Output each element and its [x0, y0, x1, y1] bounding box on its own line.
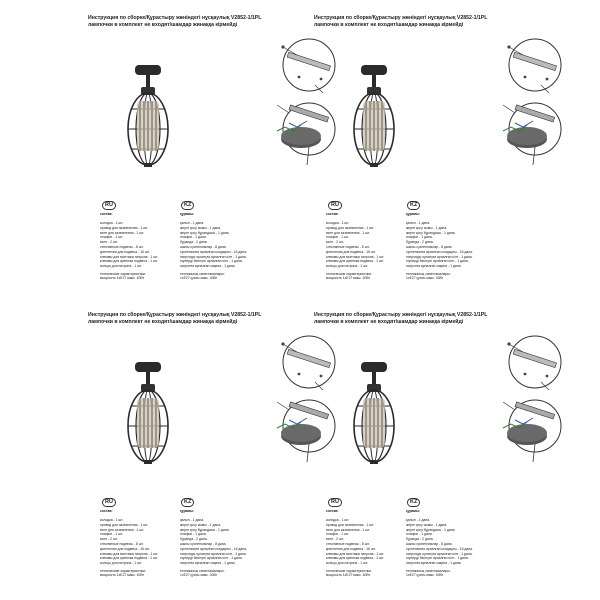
composition-item: патронға арналған сақина - 1 дана.	[406, 264, 462, 269]
composition-item: патронға арналған сақина - 1 дана.	[406, 561, 462, 566]
panel-header	[88, 312, 348, 326]
header-subtitle: лампочки в комплект не входят/шамдар жинаққа кірмейді	[88, 22, 238, 28]
kz-language-badge: KZ	[181, 498, 194, 507]
composition-item: винт - 2 шт.	[100, 240, 118, 245]
composition-item: патронды орнатуға арналған кілт - 1 дана.	[406, 551, 473, 556]
ru-tech-title: технические характеристики:	[100, 568, 146, 573]
composition-item: бұранда - 2 дана.	[406, 240, 434, 245]
ru-composition	[326, 509, 384, 578]
composition-item: кольцо для патрона - 1 шт.	[100, 264, 142, 269]
composition-item: жерге қосу бұрандасы - 1 дана.	[180, 527, 230, 532]
composition-item: шыны суспензиялар - 8 дана.	[406, 541, 453, 546]
composition-item: патронға арналған сақина - 1 дана.	[180, 561, 236, 566]
kz-composition-title: құрамы:	[180, 212, 195, 216]
kz-items	[180, 221, 247, 269]
instruction-panel	[88, 312, 348, 592]
kz-tech-title: техникалық сипаттамалары:	[180, 271, 225, 276]
composition-item: жерге қосу бұрандасы - 1 дана.	[406, 527, 456, 532]
header-subtitle: лампочки в комплект не входят/шамдар жинаққа кірмейді	[314, 319, 464, 325]
composition-item: провод для заземления - 1 шт.	[100, 225, 149, 230]
ru-composition	[326, 212, 384, 281]
composition-item: стеклянные подвесы - 8 шт.	[100, 244, 144, 249]
composition-item: патронды орнатуға арналған кілт - 1 дана.	[180, 254, 247, 259]
ceiling-lamp-illustration-icon	[350, 63, 398, 183]
header-title: Инструкция по сборке/Құрастыру жөніндегі нұсқаулық V2852-1/1PL	[314, 15, 488, 21]
ru-language-badge: RU	[328, 201, 342, 210]
ru-tech-value: мощность 1хE27 макс. 40Вт	[100, 573, 145, 578]
composition-item: крепления для подвеса - 16 шт.	[326, 546, 376, 551]
composition-item: плафон - 1 дана.	[406, 235, 433, 240]
composition-item: крепления для подвеса - 16 шт.	[326, 249, 376, 254]
kz-tech-title: техникалық сипаттамалары:	[406, 271, 451, 276]
composition-item: винт - 2 шт.	[326, 537, 344, 542]
composition-item: провод для заземления - 1 шт.	[326, 522, 375, 527]
composition-item: бұранда - 2 дана.	[180, 537, 208, 542]
composition-item: винт для заземления - 1 шт.	[326, 527, 371, 532]
kz-language-badge: KZ	[407, 201, 420, 210]
ceiling-lamp-illustration-icon	[124, 63, 172, 183]
ceiling-lamp-illustration-icon	[350, 360, 398, 480]
composition-item: қалып - 1 дана.	[180, 517, 205, 522]
kz-tech-value: 1хЕ27 қуаты макс. 40Вт	[180, 276, 218, 281]
header-title: Инструкция по сборке/Құрастыру жөніндегі нұсқаулық V2852-1/1PL	[314, 312, 488, 318]
kz-composition	[406, 212, 473, 281]
kz-items	[180, 518, 247, 566]
panel-header	[88, 15, 348, 29]
composition-item: жерге қосу сымы - 1 дана.	[406, 522, 448, 527]
kz-items	[406, 221, 473, 269]
kz-tech-value: 1хЕ27 қуаты макс. 40Вт	[406, 276, 444, 281]
composition-item: қалып - 1 дана.	[180, 220, 205, 225]
composition-item: плафон - 1 дана.	[180, 235, 207, 240]
kz-tech-value: 1хЕ27 қуаты макс. 40Вт	[406, 573, 444, 578]
composition-item: колодка - 1 шт.	[326, 220, 350, 225]
composition-item: клеммы для монтажа патрона - 1 шт.	[100, 254, 159, 259]
ru-composition-title: состав:	[100, 509, 113, 513]
composition-item: кольцо для патрона - 1 шт.	[326, 561, 368, 566]
kz-composition	[180, 212, 247, 281]
ru-tech-title: технические характеристики:	[326, 568, 372, 573]
composition-item: плафон - 1 шт.	[326, 235, 349, 240]
composition-item: плафон - 1 шт.	[326, 532, 349, 537]
ru-items	[100, 518, 158, 566]
composition-item: плафон - 1 шт.	[100, 235, 123, 240]
composition-item: ілулерді бекітуге арналған кілт - 1 дана.	[180, 259, 243, 264]
ceiling-lamp-illustration-icon	[124, 360, 172, 480]
header-title: Инструкция по сборке/Құрастыру жөніндегі нұсқаулық V2852-1/1PL	[88, 312, 262, 318]
kz-composition-title: құрамы:	[406, 212, 421, 216]
ru-tech-title: технические характеристики:	[326, 271, 372, 276]
composition-item: колодка - 1 шт.	[326, 517, 350, 522]
kz-language-badge: KZ	[407, 498, 420, 507]
composition-item: плафон - 1 дана.	[406, 532, 433, 537]
composition-item: кольцо для патрона - 1 шт.	[326, 264, 368, 269]
ru-tech-title: технические характеристики:	[100, 271, 146, 276]
panel-header	[314, 15, 574, 29]
composition-item: клеммы для крепежа подвеса - 1 шт.	[100, 259, 158, 264]
ru-items	[326, 518, 384, 566]
composition-item: суспензияға арналған кондырғы - 16 дана.	[180, 546, 247, 551]
header-subtitle: лампочки в комплект не входят/шамдар жинаққа кірмейді	[88, 319, 238, 325]
composition-item: шыны суспензиялар - 8 дана.	[406, 244, 453, 249]
kz-tech-title: техникалық сипаттамалары:	[406, 568, 451, 573]
composition-item: бұранда - 2 дана.	[180, 240, 208, 245]
composition-item: кольцо для патрона - 1 шт.	[100, 561, 142, 566]
ru-tech-value: мощность 1хE27 макс. 40Вт	[100, 276, 145, 281]
ru-language-badge: RU	[102, 201, 116, 210]
ru-composition-title: состав:	[100, 212, 113, 216]
composition-item: клеммы для монтажа патрона - 1 шт.	[326, 551, 385, 556]
instruction-panel	[88, 15, 348, 295]
composition-item: ілулерді бекітуге арналған кілт - 1 дана.	[406, 556, 469, 561]
composition-item: суспензияға арналған кондырғы - 16 дана.	[406, 546, 473, 551]
composition-item: винт для заземления - 1 шт.	[100, 527, 145, 532]
kz-composition	[406, 509, 473, 578]
composition-item: стеклянные подвесы - 8 шт.	[326, 244, 370, 249]
ru-tech-value: мощность 1хE27 макс. 40Вт	[326, 573, 371, 578]
kz-language-badge: KZ	[181, 201, 194, 210]
composition-item: крепления для подвеса - 16 шт.	[100, 546, 150, 551]
composition-item: қалып - 1 дана.	[406, 517, 431, 522]
composition-item: жерге қосу сымы - 1 дана.	[406, 225, 448, 230]
composition-item: патронға арналған сақина - 1 дана.	[180, 264, 236, 269]
composition-item: клеммы для крепежа подвеса - 1 шт.	[326, 556, 384, 561]
instruction-panel	[314, 15, 574, 295]
composition-item: ілулерді бекітуге арналған кілт - 1 дана.	[180, 556, 243, 561]
composition-item: суспензияға арналған кондырғы - 16 дана.	[406, 249, 473, 254]
composition-item: бұранда - 2 дана.	[406, 537, 434, 542]
kz-tech-title: техникалық сипаттамалары:	[180, 568, 225, 573]
composition-item: суспензияға арналған кондырғы - 16 дана.	[180, 249, 247, 254]
ru-items	[100, 221, 158, 269]
ru-composition	[100, 212, 158, 281]
composition-item: колодка - 1 шт.	[100, 517, 124, 522]
ru-composition-title: состав:	[326, 509, 339, 513]
kz-composition	[180, 509, 247, 578]
composition-item: винт для заземления - 1 шт.	[326, 230, 371, 235]
composition-item: винт для заземления - 1 шт.	[100, 230, 145, 235]
composition-item: провод для заземления - 1 шт.	[100, 522, 149, 527]
composition-item: клеммы для монтажа патрона - 1 шт.	[100, 551, 159, 556]
composition-item: жерге қосу бұрандасы - 1 дана.	[180, 230, 230, 235]
composition-item: винт - 2 шт.	[100, 537, 118, 542]
composition-item: патронды орнатуға арналған кілт - 1 дана.	[180, 551, 247, 556]
composition-item: ілулерді бекітуге арналған кілт - 1 дана.	[406, 259, 469, 264]
exploded-assembly-diagram-icon	[489, 332, 574, 472]
composition-item: винт - 2 шт.	[326, 240, 344, 245]
header-subtitle: лампочки в комплект не входят/шамдар жинаққа кірмейді	[314, 22, 464, 28]
composition-item: плафон - 1 дана.	[180, 532, 207, 537]
ru-language-badge: RU	[328, 498, 342, 507]
header-title: Инструкция по сборке/Құрастыру жөніндегі нұсқаулық V2852-1/1PL	[88, 15, 262, 21]
ru-tech-value: мощность 1хE27 макс. 40Вт	[326, 276, 371, 281]
composition-item: крепления для подвеса - 16 шт.	[100, 249, 150, 254]
kz-composition-title: құрамы:	[406, 509, 421, 513]
kz-items	[406, 518, 473, 566]
ru-language-badge: RU	[102, 498, 116, 507]
composition-item: жерге қосу сымы - 1 дана.	[180, 522, 222, 527]
instruction-panel	[314, 312, 574, 592]
ru-items	[326, 221, 384, 269]
composition-item: клеммы для крепежа подвеса - 1 шт.	[326, 259, 384, 264]
composition-item: клеммы для монтажа патрона - 1 шт.	[326, 254, 385, 259]
composition-item: шыны суспензиялар - 8 дана.	[180, 541, 227, 546]
composition-item: стеклянные подвесы - 8 шт.	[326, 541, 370, 546]
composition-item: провод для заземления - 1 шт.	[326, 225, 375, 230]
composition-item: шыны суспензиялар - 8 дана.	[180, 244, 227, 249]
composition-item: плафон - 1 шт.	[100, 532, 123, 537]
kz-composition-title: құрамы:	[180, 509, 195, 513]
composition-item: клеммы для крепежа подвеса - 1 шт.	[100, 556, 158, 561]
panel-header	[314, 312, 574, 326]
kz-tech-value: 1хЕ27 қуаты макс. 40Вт	[180, 573, 218, 578]
ru-composition-title: состав:	[326, 212, 339, 216]
composition-item: жерге қосу бұрандасы - 1 дана.	[406, 230, 456, 235]
composition-item: колодка - 1 шт.	[100, 220, 124, 225]
composition-item: қалып - 1 дана.	[406, 220, 431, 225]
composition-item: патронды орнатуға арналған кілт - 1 дана.	[406, 254, 473, 259]
composition-item: жерге қосу сымы - 1 дана.	[180, 225, 222, 230]
exploded-assembly-diagram-icon	[489, 35, 574, 175]
ru-composition	[100, 509, 158, 578]
composition-item: стеклянные подвесы - 8 шт.	[100, 541, 144, 546]
